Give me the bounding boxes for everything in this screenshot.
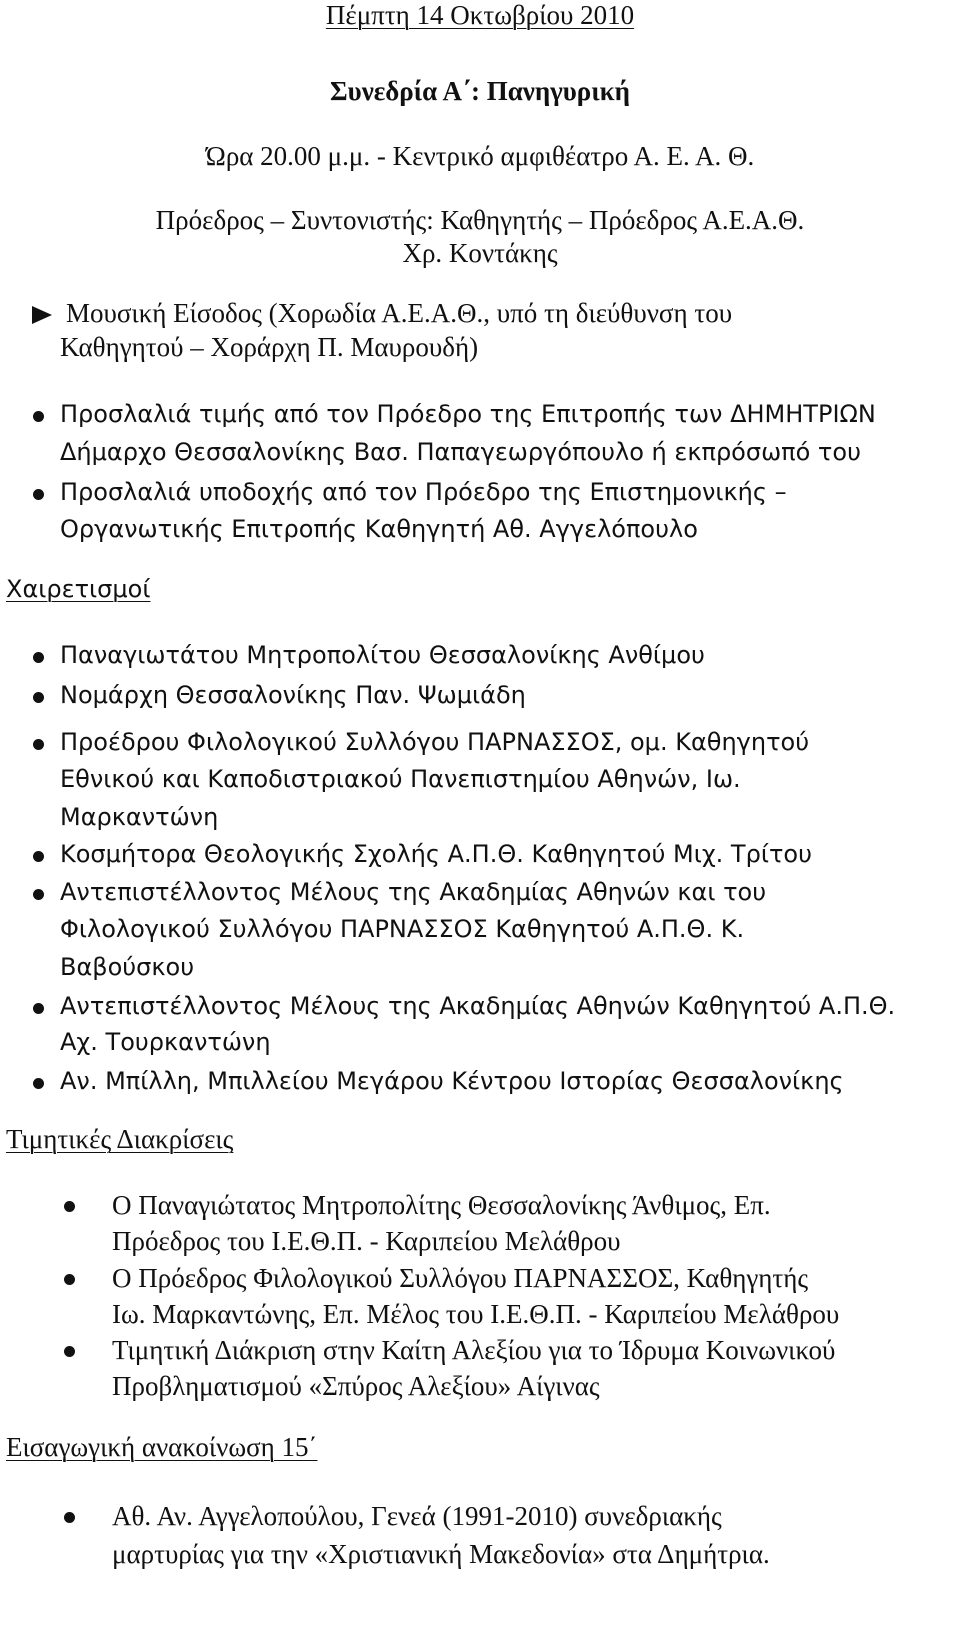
greetings-heading: Χαιρετισμοί bbox=[6, 575, 151, 603]
bullet-icon bbox=[64, 1274, 75, 1285]
greeting-3-line-1: Προέδρου Φιλολογικού Συλλόγου ΠΑΡΝΑΣΣΟΣ, ομ. Καθηγητού bbox=[60, 728, 810, 756]
opening-item-2-line-2: Οργανωτικής Επιτροπής Καθηγητή Αθ. Αγγελόπουλο bbox=[60, 515, 698, 543]
honor-1-line-1: Ο Παναγιώτατος Μητροπολίτης Θεσσαλονίκης Άνθιμος, Επ. bbox=[112, 1190, 771, 1220]
time-place: Ώρα 20.00 μ.μ. - Κεντρικό αμφιθέατρο Α. Ε. Α. Θ. bbox=[205, 141, 755, 171]
bullet-icon bbox=[64, 1512, 75, 1523]
bullet-icon bbox=[33, 652, 44, 663]
bullet-icon bbox=[33, 889, 44, 900]
intro-item-line-1: Αθ. Αν. Αγγελοπούλου, Γενεά (1991-2010) συνεδριακής bbox=[112, 1501, 722, 1531]
greeting-5-line-2: Φιλολογικού Συλλόγου ΠΑΡΝΑΣΣΟΣ Καθηγητού Α.Π.Θ. Κ. bbox=[60, 915, 745, 943]
intro-item-line-2: μαρτυρίας για την «Χριστιανική Μακεδονία» στα Δημήτρια. bbox=[112, 1539, 770, 1569]
honor-3-line-2: Προβληματισμού «Σπύρος Αλεξίου» Αίγινας bbox=[112, 1371, 600, 1401]
honor-1-line-2: Πρόεδρος του Ι.Ε.Θ.Π. - Καριπείου Μελάθρου bbox=[112, 1226, 621, 1256]
greeting-5-line-3: Βαβούσκου bbox=[60, 953, 195, 981]
honor-2-line-2: Ιω. Μαρκαντώνης, Επ. Μέλος του Ι.Ε.Θ.Π. - Καριπείου Μελάθρου bbox=[112, 1299, 840, 1329]
bullet-icon bbox=[33, 489, 44, 500]
bullet-icon bbox=[33, 851, 44, 862]
greeting-7: Αν. Μπίλλη, Μπιλλείου Μεγάρου Κέντρου Ιστορίας Θεσσαλονίκης bbox=[60, 1067, 844, 1095]
greeting-6-line-2: Αχ. Τουρκαντώνη bbox=[60, 1028, 271, 1056]
bullet-icon bbox=[33, 739, 44, 750]
honor-3-line-1: Τιμητική Διάκριση στην Καίτη Αλεξίου για το Ίδρυμα Κοινωνικού bbox=[112, 1335, 836, 1365]
bullet-icon bbox=[33, 692, 44, 703]
bullet-icon bbox=[64, 1346, 75, 1357]
greeting-3-line-3: Μαρκαντώνη bbox=[60, 803, 219, 831]
session-title: Συνεδρία Α΄: Πανηγυρική bbox=[330, 76, 630, 106]
opening-item-1-line-1: Προσλαλιά τιμής από τον Πρόεδρο της Επιτροπής των ΔΗΜΗΤΡΙΩΝ bbox=[60, 400, 876, 428]
greeting-3-line-2: Εθνικού και Καποδιστριακού Πανεπιστημίου Αθηνών, Ιω. bbox=[60, 765, 741, 793]
opening-item-2-line-1: Προσλαλιά υποδοχής από τον Πρόεδρο της Επιστημονικής – bbox=[60, 478, 787, 506]
intro-heading: Εισαγωγική ανακοίνωση 15΄ bbox=[6, 1432, 318, 1462]
bullet-icon bbox=[33, 1003, 44, 1014]
greeting-2: Νομάρχη Θεσσαλονίκης Παν. Ψωμιάδη bbox=[60, 681, 526, 709]
greeting-1: Παναγιωτάτου Μητροπολίτου Θεσσαλονίκης Ανθίμου bbox=[60, 641, 705, 669]
date-heading: Πέμπτη 14 Οκτωβρίου 2010 bbox=[325, 0, 635, 30]
chair-line-2: Χρ. Κοντάκης bbox=[402, 238, 558, 268]
bullet-icon bbox=[33, 411, 44, 422]
bullet-icon bbox=[64, 1201, 75, 1212]
music-line-2: Καθηγητού – Χοράρχη Π. Μαυρουδή) bbox=[60, 332, 479, 362]
greeting-6-line-1: Αντεπιστέλλοντος Μέλους της Ακαδημίας Αθηνών Καθηγητού Α.Π.Θ. bbox=[60, 992, 896, 1020]
opening-item-1-line-2: Δήμαρχο Θεσσαλονίκης Βασ. Παπαγεωργόπουλο ή εκπρόσωπό του bbox=[60, 438, 861, 466]
arrow-bullet-icon bbox=[32, 306, 52, 324]
music-line-1: Μουσική Είσοδος (Χορωδία Α.Ε.Α.Θ., υπό τη διεύθυνση του bbox=[66, 298, 733, 328]
honor-2-line-1: Ο Πρόεδρος Φιλολογικού Συλλόγου ΠΑΡΝΑΣΣΟΣ, Καθηγητής bbox=[112, 1263, 809, 1293]
greeting-5-line-1: Αντεπιστέλλοντος Μέλους της Ακαδημίας Αθηνών και του bbox=[60, 878, 767, 906]
honors-heading: Τιμητικές Διακρίσεις bbox=[6, 1124, 234, 1154]
bullet-icon bbox=[33, 1078, 44, 1089]
greeting-4: Κοσμήτορα Θεολογικής Σχολής Α.Π.Θ. Καθηγητού Μιχ. Τρίτου bbox=[60, 840, 812, 868]
chair-line-1: Πρόεδρος – Συντονιστής: Καθηγητής – Πρόεδρος Α.Ε.Α.Θ. bbox=[155, 205, 805, 235]
